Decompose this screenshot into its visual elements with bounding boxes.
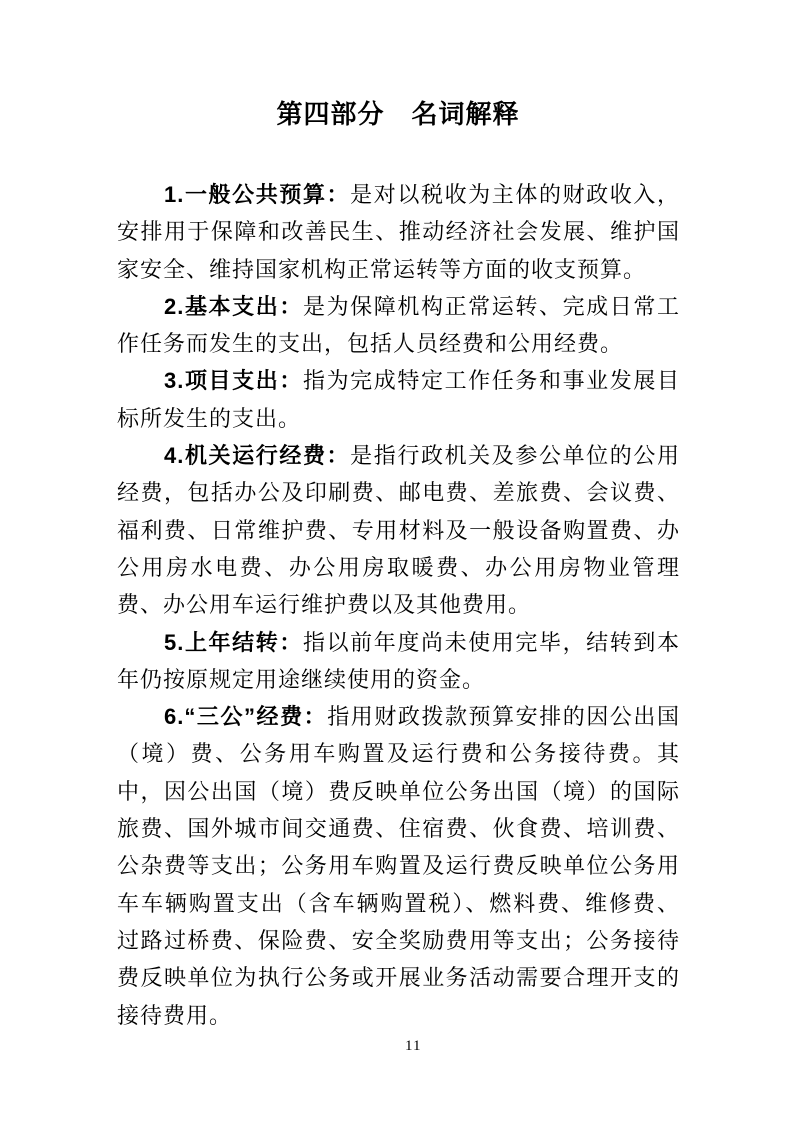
definition-text: 指以前年度尚未使用完毕，结转到本年仍按原规定用途继续使用的资金。 (117, 629, 680, 692)
definition-term: 1.一般公共预算： (164, 182, 351, 207)
definition-term: 4.机关运行经费： (164, 443, 351, 469)
definition-text: 是为保障机构正常运转、完成日常工作任务而发生的支出，包括人员经费和公用经费。 (117, 293, 680, 357)
definition-term: 6.“三公”经费： (164, 704, 328, 730)
definition-paragraph (117, 362, 680, 437)
definition-term: 2.基本支出： (164, 293, 303, 319)
page-title: 第四部分 名词解释 (276, 99, 520, 129)
definition-paragraph (117, 437, 680, 623)
definition-text: 是指行政机关及参公单位的公用经费，包括办公及印刷费、邮电费、差旅费、会议费、福利费、日常维护费、专用材料及一般设备购置费、办公用房水电费、办公用房取暖费、办公用房物业管理费、办公用车运行维护费以及其他费用。 (117, 443, 680, 618)
page-number: 11 (405, 1038, 422, 1054)
definition-text: 是对以税收为主体的财政收入，安排用于保障和改善民生、推动经济社会发展、维护国家安全、维持国家机构正常运转等方面的收支预算。 (117, 182, 680, 282)
definitions-section (117, 176, 680, 1034)
definition-paragraph (117, 176, 680, 288)
definition-text: 指用财政拨款预算安排的因公出国（境）费、公务用车购置及运行费和公务接待费。其中，因公出国（境）费反映单位公务出国（境）的国际旅费、国外城市间交通费、住宿费、伙食费、培训费、公杂费等支出；公务用车购置及运行费反映单位公务用车车辆购置支出（含车辆购置税）、燃料费、维修费、过路过桥费、保险费、安全奖励费用等支出；公务接待费反映单位为执行公务或开展业务活动需要合理开支的接待费用。 (117, 704, 680, 1028)
definition-term: 5.上年结转： (164, 629, 303, 655)
definition-paragraph (117, 288, 680, 363)
definition-paragraph (117, 698, 680, 1034)
definition-text: 指为完成特定工作任务和事业发展目标所发生的支出。 (117, 368, 680, 431)
definition-paragraph (117, 624, 680, 699)
definition-term: 3.项目支出： (164, 368, 303, 394)
